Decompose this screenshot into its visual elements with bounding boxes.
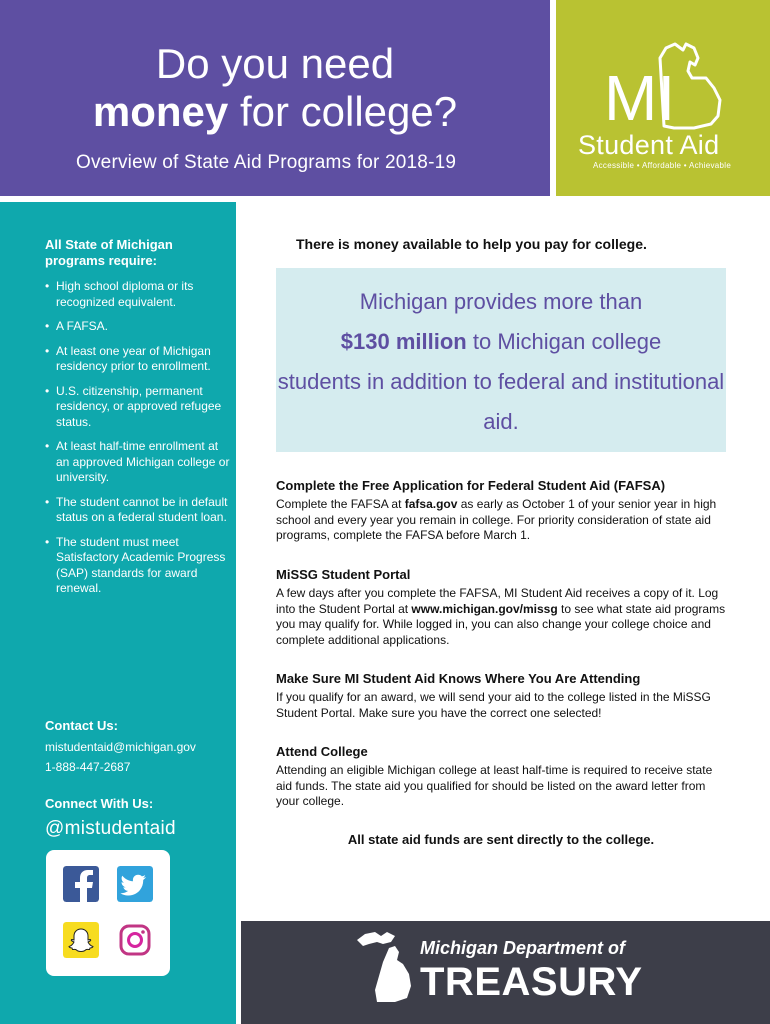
- mi-student-aid-logo-icon: [574, 38, 754, 130]
- section-text-attend-college: Attending an eligible Michigan college at least half-time is required to receive state aid funds. The state aid you qualified for should be listed on the award letter from your college.: [276, 763, 713, 808]
- closing-statement: All state aid funds are sent directly to the college.: [347, 832, 655, 847]
- footer-department: Michigan Department of: [420, 938, 626, 958]
- social-handle[interactable]: @mistudentaid: [45, 818, 176, 839]
- callout-line-3: students in addition to federal and institutional aid.: [277, 369, 725, 434]
- list-item: • At least half-time enrollment at an approved Michigan college or university.: [45, 439, 230, 486]
- title-line-2: [0, 88, 550, 136]
- footer-treasury: TREASURY: [420, 960, 643, 1004]
- list-item: • A FAFSA.: [45, 319, 230, 335]
- list-item: • The student must meet Satisfactory Academic Progress (SAP) standards for award renewal.: [45, 535, 230, 597]
- requirements-list: [45, 279, 230, 606]
- instagram-icon[interactable]: [117, 922, 153, 958]
- callout-line-1: Michigan provides more than: [359, 289, 643, 314]
- fafsa-link[interactable]: fafsa.gov: [404, 497, 458, 511]
- list-item: • High school diploma or its recognized equivalent.: [45, 279, 230, 310]
- section-text-portal: [276, 586, 726, 648]
- page-subtitle: Overview of State Aid Programs for 2018-19: [76, 152, 457, 173]
- page-title: [0, 40, 550, 136]
- snapchat-icon[interactable]: [63, 922, 99, 958]
- title-rest: for college?: [228, 88, 458, 135]
- topline-heading: There is money available to help you pay for college.: [296, 236, 647, 252]
- section-heading-attending: Make Sure MI Student Aid Knows Where You Are Attending: [276, 671, 641, 686]
- callout-text: [276, 282, 726, 442]
- twitter-icon[interactable]: [117, 866, 153, 902]
- facebook-icon[interactable]: [63, 866, 99, 902]
- logo-name: Student Aid: [578, 130, 720, 160]
- missg-link[interactable]: www.michigan.gov/missg: [411, 601, 558, 616]
- contact-email-link[interactable]: mistudentaid@michigan.gov: [45, 740, 196, 754]
- section-heading-portal: MiSSG Student Portal: [276, 567, 411, 582]
- section-text-fafsa: [276, 497, 726, 544]
- callout-mid: to Michigan college: [466, 329, 662, 354]
- michigan-state-icon: [355, 930, 419, 1004]
- section-text-attending: If you qualify for an award, we will send your aid to the college listed in the MiSSG Student Portal. Make sure you have the correct one selected!: [276, 690, 711, 720]
- fafsa-text-end: as early as October 1 of your senior year in high school and every year you remain in college. For priority consideration of state aid programs, complete the FAFSA before March 1.: [276, 497, 717, 542]
- logo-tagline: Accessible • Affordable • Achievable: [593, 161, 732, 170]
- title-line-1: Do you need: [155, 40, 395, 87]
- list-item: • The student cannot be in default status on a federal student loan.: [45, 495, 230, 526]
- requirements-heading: All State of Michigan programs require:: [45, 237, 173, 268]
- contact-label: Contact Us:: [45, 718, 118, 733]
- portal-text-end: to see what state aid programs you may qualify for. While logged in, you can also change your college choice and complete additional applications.: [276, 601, 726, 647]
- social-icons-card: [46, 850, 170, 976]
- portal-text-start: A few days after you complete the FAFSA, MI Student Aid receives a copy of it. Log into the Student Portal at: [276, 586, 719, 616]
- contact-phone-link[interactable]: 1-888-447-2687: [45, 760, 131, 774]
- callout-line-2: [276, 322, 726, 362]
- connect-label: Connect With Us:: [45, 796, 154, 811]
- section-heading-attend-college: Attend College: [276, 744, 368, 759]
- title-emphasis: money: [92, 88, 229, 135]
- fafsa-text-start: Complete the FAFSA at: [276, 497, 405, 511]
- section-heading-fafsa: Complete the Free Application for Federal Student Aid (FAFSA): [276, 478, 666, 493]
- list-item: • U.S. citizenship, permanent residency, or approved refugee status.: [45, 384, 230, 431]
- list-item: • At least one year of Michigan residency prior to enrollment.: [45, 344, 230, 375]
- callout-amount: $130 million: [340, 329, 467, 354]
- logo-mark: MI: [604, 62, 676, 130]
